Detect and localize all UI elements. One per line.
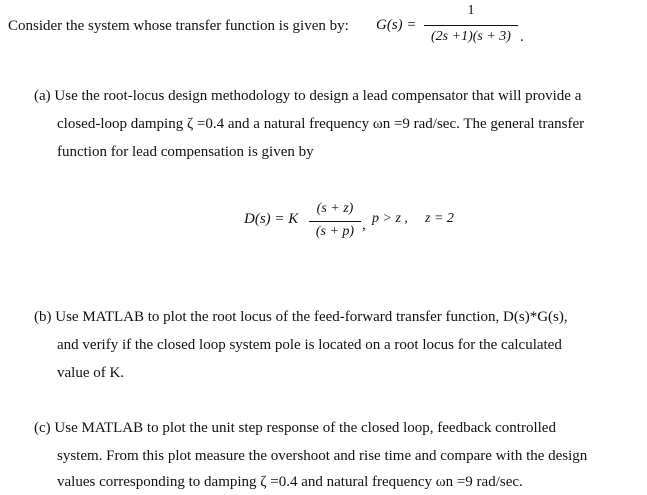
part-c-line-3: values corresponding to damping ζ =0.4 and natural frequency ωn =9 rad/sec. <box>57 474 523 490</box>
g-of-s-fraction-bar <box>424 25 518 26</box>
part-c-line-1: (c) Use MATLAB to plot the unit step response of the closed loop, feedback controlled <box>34 420 556 436</box>
part-b-line-2: and verify if the closed loop system pole is located on a root locus for the calculated <box>57 337 562 353</box>
part-b-line-3: value of K. <box>57 365 125 381</box>
intro-text: Consider the system whose transfer function is given by: <box>8 18 349 34</box>
g-of-s-numerator: 1 <box>467 3 475 18</box>
part-b-line-1: (b) Use MATLAB to plot the root locus of the feed-forward transfer function, D(s)*G(s), <box>34 309 568 325</box>
part-a-line-3: function for lead compensation is given by <box>57 144 314 160</box>
condition-z-equals-2: z = 2 <box>425 211 454 226</box>
d-of-s-lhs: D(s) = K <box>244 211 299 227</box>
d-of-s-numerator: (s + z) <box>316 201 354 216</box>
part-a-line-2: closed-loop damping ζ =0.4 and a natural frequency ωn =9 rad/sec. The general transfer <box>57 116 585 132</box>
g-of-s-lhs: G(s) = <box>376 17 417 33</box>
d-of-s-denominator: (s + p) <box>315 224 355 239</box>
part-c-line-2: system. From this plot measure the overshoot and rise time and compare with the design <box>57 448 588 464</box>
d-of-s-fraction-bar <box>309 221 361 222</box>
condition-p-greater-z: p > z , <box>372 211 408 226</box>
g-of-s-period: . <box>520 29 524 45</box>
part-a-line-1: (a) Use the root-locus design methodology to design a lead compensator that will provide a <box>34 88 582 104</box>
g-of-s-denominator: (2s +1)(s + 3) <box>431 29 511 44</box>
d-of-s-comma: , <box>362 217 366 233</box>
